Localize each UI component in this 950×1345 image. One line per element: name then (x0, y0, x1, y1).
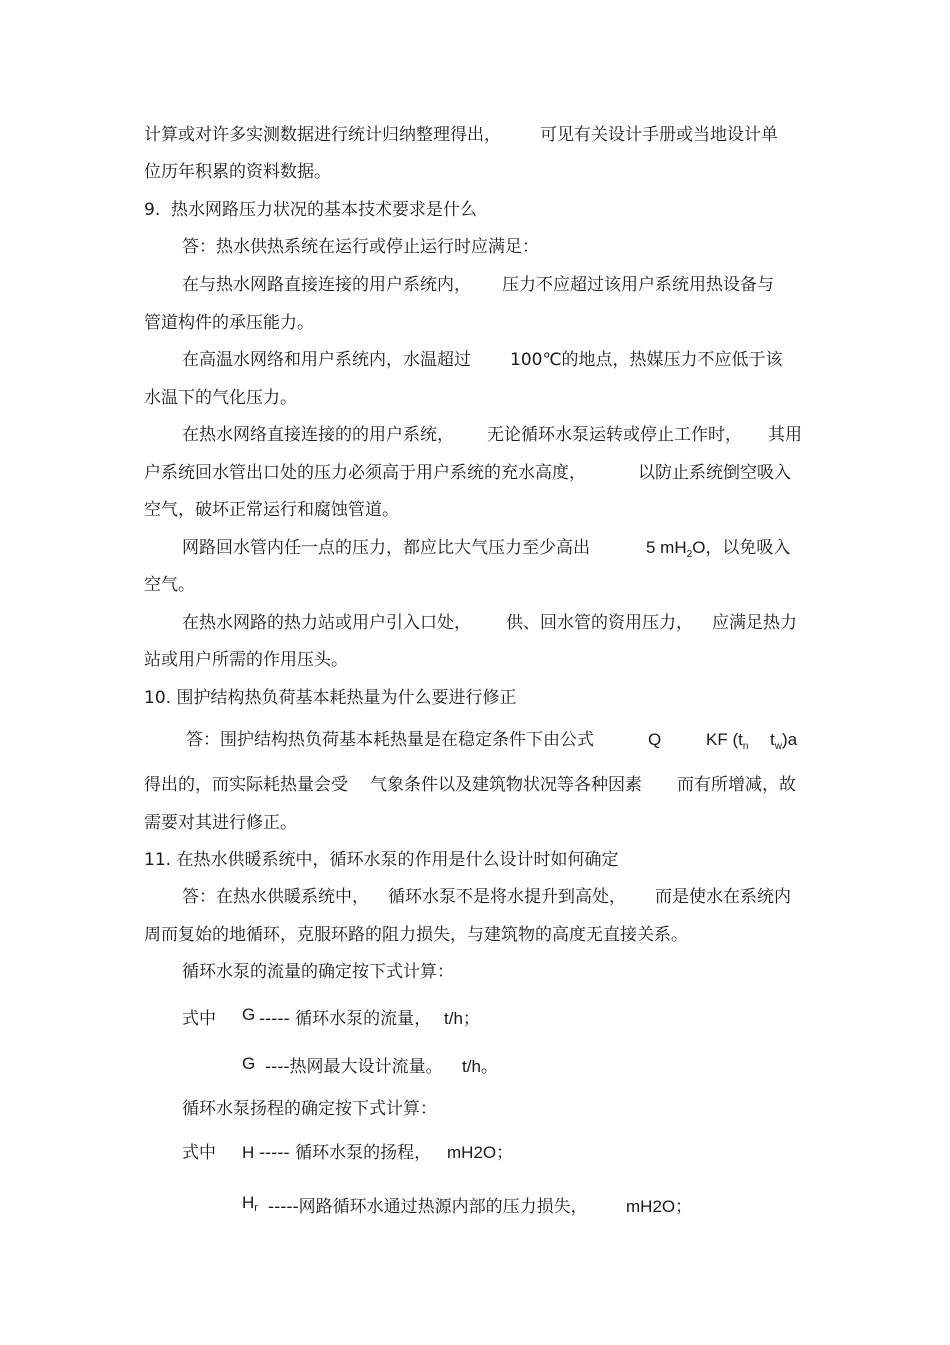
text-span: 循环水泵的流量的确定按下式计算： (182, 962, 454, 982)
text-span: 10. 围护结构热负荷基本耗热量为什么要进行修正 (144, 688, 517, 708)
text-span: 周而复始的地循环，克服环路的阻力损失，与建筑物的高度无直接关系。 (144, 925, 688, 945)
text-span: 网路回水管内任一点的压力，都应比大气压力至少高出 (182, 538, 590, 558)
text-span: 答：热水供热系统在运行或停止运行时应满足： (182, 237, 539, 257)
text-line (182, 612, 471, 634)
text-span: 空气。 (144, 575, 195, 595)
formula-expression (706, 729, 748, 754)
text-span: O，以免吸入 (692, 538, 791, 557)
text-line (655, 886, 791, 908)
text-line (506, 612, 693, 634)
text-line (182, 424, 454, 446)
text-span: ----热网最大设计流量。 (265, 1057, 443, 1077)
text-line (487, 424, 742, 446)
text-span: 计算或对许多实测数据进行统计归纳整理得出， (144, 125, 501, 145)
text-span: 答：围护结构热负荷基本耗热量是在稳定条件下由公式 (186, 730, 594, 750)
text-line (388, 886, 626, 908)
text-span: 气象条件以及建筑物状况等各种因素 (370, 775, 642, 795)
text-line (144, 812, 297, 834)
text-span: H (242, 1193, 255, 1212)
text-line (182, 1098, 437, 1120)
text-span: 站或用户所需的作用压头。 (144, 650, 348, 670)
text-span: 式中 (182, 1143, 216, 1163)
text-line (677, 774, 796, 796)
formula-symbol (648, 729, 661, 751)
text-span: 在热水网络直接连接的的用户系统， (182, 425, 454, 445)
text-span: 水温下的气化压力。 (144, 388, 297, 408)
text-span: 可见有关设计手册或当地设计单 (540, 125, 778, 145)
text-span: 管道构件的承压能力。 (144, 313, 314, 333)
text-line (144, 387, 297, 409)
text-line (182, 961, 454, 983)
text-span: 户系统回水管出口处的压力必须高于用户系统的充水高度， (144, 463, 586, 483)
text-line (502, 274, 774, 296)
subscript: n (742, 741, 749, 752)
text-span: 而有所增减，故 (677, 775, 796, 795)
text-line (144, 574, 195, 596)
text-span: t (770, 730, 775, 749)
text-line (638, 462, 791, 484)
text-line (510, 349, 783, 371)
text-span: 5 mH (646, 538, 687, 557)
text-span: 循环水泵不是将水提升到高处， (388, 887, 626, 907)
text-line (370, 774, 642, 796)
text-span: G (242, 1054, 256, 1073)
text-span: KF (t (706, 730, 743, 749)
formula-symbol (242, 1142, 254, 1164)
subscript: 2 (686, 549, 693, 560)
formula-label (182, 1142, 216, 1164)
text-span: 位历年积累的资料数据。 (144, 162, 331, 182)
text-line (768, 424, 802, 446)
text-span: )a (781, 730, 798, 749)
formula-symbol (242, 1192, 258, 1216)
formula-label (182, 1008, 216, 1030)
text-span: 其用 (768, 425, 802, 445)
text-span: t/h。 (462, 1057, 498, 1076)
text-line (259, 1142, 431, 1164)
text-line (144, 462, 586, 484)
text-span: 压力不应超过该用户系统用热设备与 (502, 275, 774, 295)
text-span: 空气，破坏正常运行和腐蚀管道。 (144, 500, 399, 520)
text-span: 循环水泵扬程的确定按下式计算： (182, 1099, 437, 1119)
unit-text (462, 1056, 498, 1078)
unit-text (444, 1008, 480, 1030)
unit-text (447, 1142, 513, 1164)
formula-symbol (242, 1053, 255, 1075)
question-heading (144, 849, 618, 871)
text-line (646, 537, 790, 562)
text-line (182, 274, 471, 296)
text-span: mH2O； (626, 1197, 693, 1216)
text-span: 式中 (182, 1009, 216, 1029)
text-line (712, 612, 797, 634)
formula-symbol (242, 1004, 255, 1026)
text-line (540, 124, 778, 146)
text-line (144, 924, 688, 946)
text-span: Q (648, 730, 662, 749)
text-span: G (242, 1005, 256, 1024)
text-line (144, 774, 348, 796)
text-line (144, 124, 501, 146)
answer-line (182, 886, 369, 908)
text-span: 在高温水网络和用户系统内，水温超过 (182, 350, 471, 370)
subscript: r (254, 1202, 258, 1214)
text-span: -----网路循环水通过热源内部的压力损失， (268, 1197, 588, 1217)
text-span: ----- 循环水泵的扬程， (259, 1143, 432, 1163)
text-span: 在与热水网路直接连接的用户系统内， (182, 275, 471, 295)
text-line (268, 1196, 588, 1218)
text-line (182, 537, 590, 559)
text-span: 在热水网路的热力站或用户引入口处， (182, 613, 471, 633)
subscript: w (774, 741, 782, 752)
text-span: 供、回水管的资用压力， (506, 613, 693, 633)
text-line (144, 499, 399, 521)
text-span: 以防止系统倒空吸入 (638, 463, 791, 483)
text-line (259, 1008, 431, 1030)
text-span: mH2O； (447, 1143, 514, 1162)
text-span: t/h； (444, 1009, 480, 1028)
text-span: 而是使水在系统内 (655, 887, 791, 907)
text-span: 应满足热力 (712, 613, 797, 633)
text-span: 9. 热水网路压力状况的基本技术要求是什么 (144, 200, 478, 220)
text-span: 100℃的地点，热媒压力不应低于该 (510, 350, 783, 370)
text-line (144, 312, 314, 334)
text-line (144, 649, 348, 671)
unit-text (626, 1196, 692, 1218)
text-span: 得出的，而实际耗热量会受 (144, 775, 348, 795)
text-span: 答：在热水供暖系统中， (182, 887, 369, 907)
text-line (265, 1056, 443, 1078)
text-span: H (242, 1143, 255, 1162)
formula-expression (770, 729, 797, 754)
text-span: ----- 循环水泵的流量， (259, 1009, 432, 1029)
answer-line (182, 236, 539, 258)
text-line (144, 161, 331, 183)
text-line (182, 349, 471, 371)
question-heading (144, 687, 516, 709)
text-span: 11. 在热水供暖系统中，循环水泵的作用是什么设计时如何确定 (144, 850, 619, 870)
answer-line (186, 729, 594, 751)
question-heading (144, 199, 477, 221)
text-span: 无论循环水泵运转或停止工作时， (487, 425, 742, 445)
text-span: 需要对其进行修正。 (144, 813, 297, 833)
